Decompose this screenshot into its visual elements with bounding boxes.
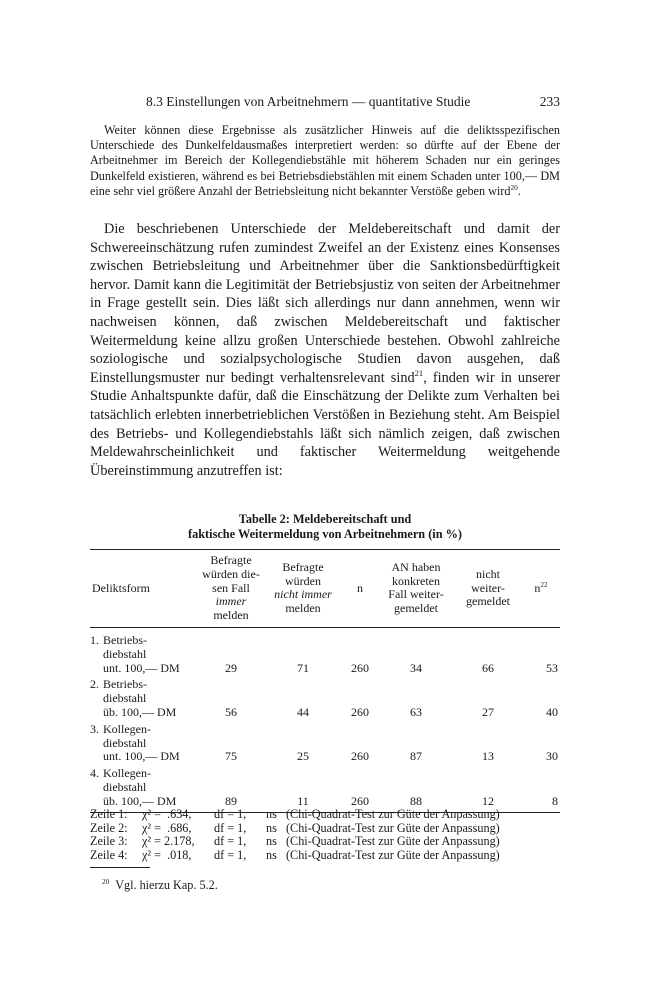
header-text xyxy=(266,588,340,602)
table-title-line1: Tabelle 2: Meldebereitschaft und xyxy=(238,512,412,526)
chi-df: df = 1, xyxy=(214,807,247,821)
cell-deliktsform xyxy=(90,678,198,722)
delikt-text: üb. 100,— DM xyxy=(103,793,177,808)
delikt-line xyxy=(90,781,196,795)
table-header-row xyxy=(90,550,560,628)
header-text: würden die- xyxy=(202,566,260,581)
cell-gemeldet: 88 xyxy=(378,767,454,812)
cell-immer: 75 xyxy=(225,749,237,764)
header-text xyxy=(200,595,262,609)
cell-deliktsform xyxy=(90,627,198,678)
delikt-text: Kollegen- xyxy=(103,721,151,736)
header-text-italic: nicht immer xyxy=(274,587,332,602)
chi-df: df = 1, xyxy=(214,834,247,849)
delikt-text: diebstahl xyxy=(103,646,147,661)
chi-ns: ns xyxy=(266,847,277,862)
chi-df: df = 1, xyxy=(214,847,247,862)
footnote xyxy=(102,878,218,893)
delikt-text: Kollegen- xyxy=(103,766,151,781)
paragraph-text: Weiter können diese Ergebnisse als zusätzlicher Hinweis auf die deliktsspezifischen Unterschiede des Dunkelfeldausmaßes interpretiert werden: so dürfte auf der Ebene der Arbeitnehmer im Bereich der Kollegendiebstähle mit höherem Schaden nur ein geringes Dunkelfeld existieren, während es bei Betriebsdiebstählen mit einem Schaden unter 100,— DM eine sehr viel größere Anzahl der Betriebsleitung nicht bekannter Verstöße geben wird xyxy=(90,123,560,198)
footnote-ref: 20 xyxy=(510,182,518,192)
chi-test: (Chi-Quadrat-Test zur Güte der Anpassung) xyxy=(286,834,500,849)
delikt-line xyxy=(90,634,196,648)
header-text: Fall weiter- xyxy=(388,587,444,602)
cell-gemeldet: 34 xyxy=(410,660,422,675)
header-text: melden xyxy=(285,601,321,616)
cell-n22: 8 xyxy=(522,767,560,812)
paragraph-text-a: Die beschriebenen Unterschiede der Meldebereitschaft und damit der Schwereeinschätzung rufen zumindest Zweifel an der Existenz eines Konsenses zwischen Betriebsleitung und Arbeitnehmer über die Sanktionsbedürftigkeit hervor. Damit kann die Legitimität der Betriebsjustiz von seiten der Arbeitnehmer in Frage gestellt sein. Dies läßt sich allerdings nur dann annehmen, wenn wir nachweisen können, daß zwischen Meldebereitschaft und faktischer Weitermeldung keine allzu großen Unterschiede bestehen. Obwohl zahlreiche soziologische und sozialpsychologische Studien davon ausgehen, daß Einstellungsmuster nur bedingt verhaltensrelevant sind xyxy=(90,221,560,386)
header-n: n xyxy=(357,580,363,595)
row-number: 1. xyxy=(90,632,99,647)
cell-n22: 30 xyxy=(546,749,558,764)
cell-immer: 56 xyxy=(225,704,237,719)
chi-test: (Chi-Quadrat-Test zur Güte der Anpassung) xyxy=(286,807,500,821)
footnote-rule xyxy=(90,867,150,868)
chi-df: df = 1, xyxy=(214,820,247,835)
delikt-line xyxy=(90,767,196,781)
paragraph-end: . xyxy=(517,183,521,198)
header-text: Befragte xyxy=(210,553,252,567)
cell-nicht-gemeldet: 66 xyxy=(482,660,494,675)
header-deliktsform: Deliktsform xyxy=(92,580,150,595)
chi-square-line xyxy=(90,849,560,863)
paragraph-text-b: , finden wir in unserer Studie Anhaltspunkte dafür, daß die Einschätzung der Delikte zum Verhalten bei tatsächlich erlebten innerbetrieblichen Verstößen in Beziehung steht. Am Beispiel des Betriebs- und Kollegendiebstahls läßt sich nämlich zeigen, daß zwischen Meldewahrscheinlichkeit und faktischer Weitermeldung weitgehende Übereinstimmung anzutreffen ist: xyxy=(90,369,560,479)
table-row xyxy=(90,767,560,812)
chi-value: χ² = .686, xyxy=(142,820,192,835)
cell-immer: 29 xyxy=(225,660,237,675)
chi-ns: ns xyxy=(266,834,277,849)
table-title xyxy=(90,512,560,542)
table-row xyxy=(90,678,560,722)
header-nicht-weitergemeldet xyxy=(454,550,522,628)
delikt-line xyxy=(90,648,196,662)
cell-deliktsform xyxy=(90,767,198,812)
header-text: melden xyxy=(213,608,249,623)
chi-test: (Chi-Quadrat-Test zur Güte der Anpassung) xyxy=(286,847,500,862)
cell-n22: 53 xyxy=(546,660,558,675)
header-n22 xyxy=(522,550,560,628)
chi-ns: ns xyxy=(266,807,277,821)
footnote-mark: 20 xyxy=(102,876,110,886)
chi-value: χ² = 2.178, xyxy=(142,834,195,849)
page-number: 233 xyxy=(539,94,560,109)
delikt-text: diebstahl xyxy=(103,691,147,706)
header-text-italic: immer xyxy=(215,594,247,609)
delikt-text: Betriebs- xyxy=(103,677,147,692)
delikt-line xyxy=(90,678,196,692)
header-weitergemeldet xyxy=(378,550,454,628)
chi-value: χ² = .018, xyxy=(142,847,192,862)
header-text: gemeldet xyxy=(466,594,510,609)
chi-square-line xyxy=(90,835,560,849)
delikt-line xyxy=(90,692,196,706)
cell-nicht-gemeldet: 12 xyxy=(454,767,522,812)
header-text: n xyxy=(534,580,541,595)
table-row xyxy=(90,627,560,678)
footnote-ref: 22 xyxy=(540,580,548,589)
header-text: würden xyxy=(285,573,321,588)
delikt-text: unt. 100,— DM xyxy=(103,749,180,764)
data-table xyxy=(90,549,560,813)
header-text: nicht xyxy=(476,566,500,581)
chi-value: χ² = .634, xyxy=(142,807,192,821)
delikt-text: üb. 100,— DM xyxy=(103,704,177,719)
paragraph-small xyxy=(90,123,560,199)
header-text: konkreten xyxy=(392,573,440,588)
delikt-text: unt. 100,— DM xyxy=(103,660,180,675)
section-title: 8.3 Einstellungen von Arbeitnehmern — quantitative Studie xyxy=(146,94,471,109)
cell-gemeldet: 87 xyxy=(410,749,422,764)
header-text: Befragte xyxy=(282,559,324,574)
delikt-line xyxy=(90,723,196,737)
header-text: gemeldet xyxy=(394,601,438,616)
paragraph-main xyxy=(90,220,560,480)
delikt-line xyxy=(90,662,196,676)
cell-nicht-immer: 71 xyxy=(297,660,309,675)
cell-n: 260 xyxy=(351,749,369,764)
table-row xyxy=(90,723,560,767)
cell-immer: 89 xyxy=(198,767,264,812)
chi-zeile: Zeile 4: xyxy=(90,847,128,862)
cell-nicht-gemeldet: 13 xyxy=(482,749,494,764)
chi-square-results xyxy=(90,808,560,862)
delikt-text: Betriebs- xyxy=(103,632,147,647)
chi-test: (Chi-Quadrat-Test zur Güte der Anpassung) xyxy=(286,820,500,835)
cell-n: 260 xyxy=(351,660,369,675)
delikt-line xyxy=(90,750,196,764)
header-text: sen Fall xyxy=(212,580,250,595)
cell-n22: 40 xyxy=(546,704,558,719)
chi-ns: ns xyxy=(266,820,277,835)
header-text: AN haben xyxy=(391,559,441,574)
cell-n: 260 xyxy=(342,767,378,812)
cell-nicht-gemeldet: 27 xyxy=(482,704,494,719)
table-title-line2: faktische Weitermeldung von Arbeitnehmern (in %) xyxy=(187,527,463,541)
chi-zeile: Zeile 2: xyxy=(90,820,128,835)
footnote-ref: 21 xyxy=(414,367,424,378)
row-number: 3. xyxy=(90,721,99,736)
running-head xyxy=(146,94,560,110)
cell-gemeldet: 63 xyxy=(410,704,422,719)
chi-square-line xyxy=(90,808,560,822)
header-immer-melden xyxy=(198,550,264,628)
header-text: weiter- xyxy=(471,580,505,595)
delikt-text: diebstahl xyxy=(103,735,147,750)
cell-nicht-immer: 25 xyxy=(297,749,309,764)
delikt-line xyxy=(90,737,196,751)
delikt-line xyxy=(90,706,196,720)
chi-zeile: Zeile 3: xyxy=(90,834,128,849)
chi-square-line xyxy=(90,822,560,836)
row-number: 4. xyxy=(90,766,99,781)
cell-deliktsform xyxy=(90,723,198,767)
cell-n: 260 xyxy=(351,704,369,719)
footnote-text: Vgl. hierzu Kap. 5.2. xyxy=(115,878,218,892)
header-nicht-immer-melden xyxy=(264,550,342,628)
chi-zeile: Zeile 1: xyxy=(90,807,128,821)
cell-nicht-immer: 11 xyxy=(264,767,342,812)
row-number: 2. xyxy=(90,677,99,692)
cell-nicht-immer: 44 xyxy=(297,704,309,719)
delikt-text: diebstahl xyxy=(103,779,147,794)
